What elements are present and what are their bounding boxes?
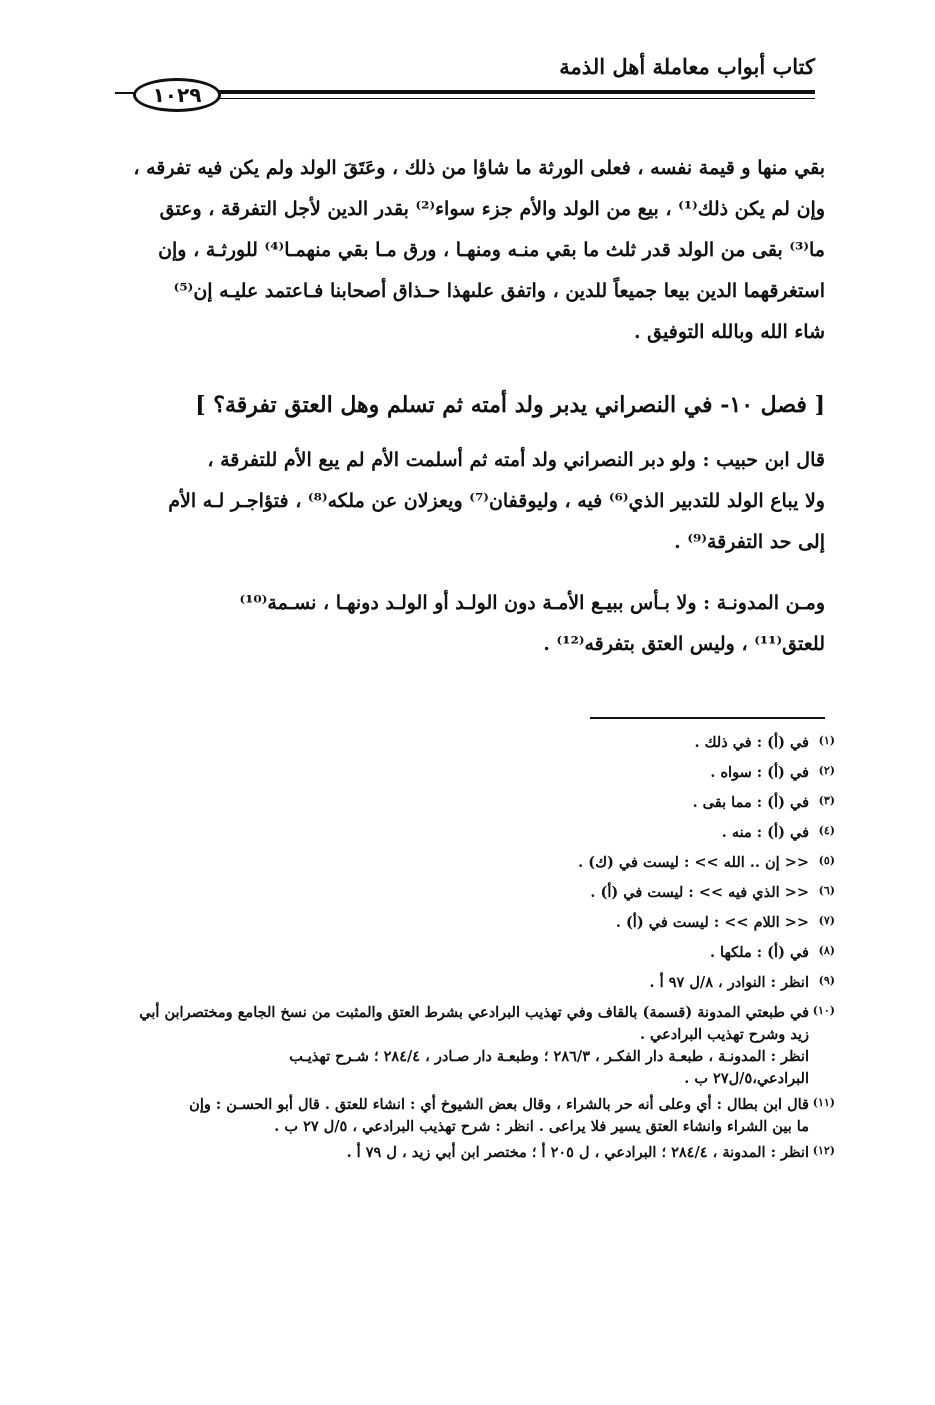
footnote [115,1142,835,1164]
footnote-text: << اللام >> : ليست في (أ) . [615,914,809,931]
page-number: ١٠٢٩ [133,78,221,112]
footnote-text: << الذي فيه >> : ليست في (أ) . [590,884,809,901]
footnote [115,792,835,814]
footnote-number: (٥) [818,854,835,867]
text-line: قال ابن حبيب : ولو دبر النصراني ولد أمته ثم أسلمت الأم لم يبع الأم للتفرقة ، [207,449,825,471]
footnote-text: ما بين الشراء وانشاء العتق يسير فلا يراعى . انظر : شرح تهذيب البرادعي ، ٥/ل ٢٧ ب . [274,1118,809,1135]
footnote [115,942,835,964]
footnote [115,1002,835,1090]
footnote-text: << إن .. الله >> : ليست في (ك) . [578,854,809,871]
footnote-number: (٤) [818,824,835,837]
footnote-number: (٨) [818,944,835,957]
section-heading: [ فصل ١٠- في النصراني يدبر ولد أمته ثم تسلم وهل العتق تفرقة؟ ] [195,392,825,418]
footnote-number: (٩) [818,974,835,987]
footnote-text: في (أ) : سواه . [710,764,809,781]
running-title: كتاب أبواب معاملة أهل الذمة [559,54,815,79]
footnote-number: (٦) [818,884,835,897]
footnote [115,852,835,874]
footnote-text: البرادعي،٥/ل٢٧ ب . [684,1070,809,1087]
footnote-text: انظر : المدونة ، ٢٨٤/٤ ؛ البرادعي ، ل ٢٠٥ أ ؛ مختصر ابن أبي زيد ، ل ٧٩ أ . [346,1144,809,1161]
text-line: وإن لم يكن ذلك⁽¹⁾ ، بيع من الولد والأم جزء سواء⁽²⁾ بقدر الدين لأجل التفرقة ، وعتق [159,198,825,220]
footnote-text: في (أ) : مما بقى . [692,794,809,811]
footnote-number: (١١) [812,1096,835,1109]
footnote [115,882,835,904]
header-rule-thin [210,98,815,99]
footnote [115,972,835,994]
footnote-number: (٢) [818,764,835,777]
footnote-text: في (أ) : ملكها . [709,944,809,961]
text-line: للعتق⁽¹¹⁾ ، وليس العتق بتفرقه⁽¹²⁾ . [543,633,825,655]
footnote [115,732,835,754]
footnote [115,822,835,844]
main-text [115,148,825,353]
footnote-text: في (أ) : منه . [721,824,809,841]
text-line: شاء الله وبالله التوفيق . [633,321,825,343]
footnote-number: (٧) [818,914,835,927]
text-line: ما⁽³⁾ بقى من الولد قدر ثلث ما بقي منـه ومنهـا ، ورق مـا بقي منهمـا⁽⁴⁾ للورثـة ، وإن [158,239,825,261]
footnote-number: (٣) [818,794,835,807]
text-line: بقي منها و قيمة نفسه ، فعلى الورثة ما شاؤا من ذلك ، وعَتَقَ الولد ولم يكن فيه تفرقه ، [133,157,825,179]
footnote-number: (١٢) [812,1144,835,1157]
footnote-separator [590,717,825,719]
section-body [115,440,825,665]
footnote [115,1094,835,1138]
footnote [115,912,835,934]
footnote-text: زيد وشرح تهذيب البرادعي . [639,1026,809,1043]
header-ornament [115,92,135,94]
header-rule [210,90,815,94]
text-line: ولا يباع الولد للتدبير الذي⁽⁶⁾ فيه ، وليوقفان⁽⁷⁾ ويعزلان عن ملكه⁽⁸⁾ ، فتؤاجـر لـه الأم [168,490,825,512]
page-header [115,48,815,108]
footnote-text: في (أ) : في ذلك . [694,734,809,751]
footnote [115,762,835,784]
text-line: استغرقهما الدين بيعا جميعاً للدين ، واتفق علىهذا حـذاق أصحابنا فـاعتمد عليـه إن⁽⁵⁾ [173,280,825,302]
text-line: ومـن المدونـة : ولا بـأس ببيـع الأمـة دون الولـد أو الولـد دونهـا ، نسـمة⁽¹⁰⁾ [239,592,825,614]
footnote-number: (١) [818,734,835,747]
footnote-number: (١٠) [812,1004,835,1017]
footnotes [115,732,835,1172]
footnote-text: انظر : النوادر ، ٨/ل ٩٧ أ . [649,974,809,991]
footnote-text: قال ابن بطال : أي وعلى أنه حر بالشراء ، وقال بعض الشيوخ أي : انشاء للعتق . قال أبو الحسـن : وإن [189,1096,809,1113]
footnote-text: في طبعتي المدونة (قسمة) بالقاف وفي تهذيب البرادعي بشرط العتق والمثبت من نسخ الجامع ومختصرابن أبي [139,1004,809,1021]
text-line: إلى حد التفرقة⁽⁹⁾ . [674,531,825,553]
footnote-text: انظر : المدونـة ، طبعـة دار الفكـر ، ٢٨٦/٣ ؛ وطبعـة دار صـادر ، ٢٨٤/٤ ؛ شـرح تهذيـب [289,1048,809,1065]
